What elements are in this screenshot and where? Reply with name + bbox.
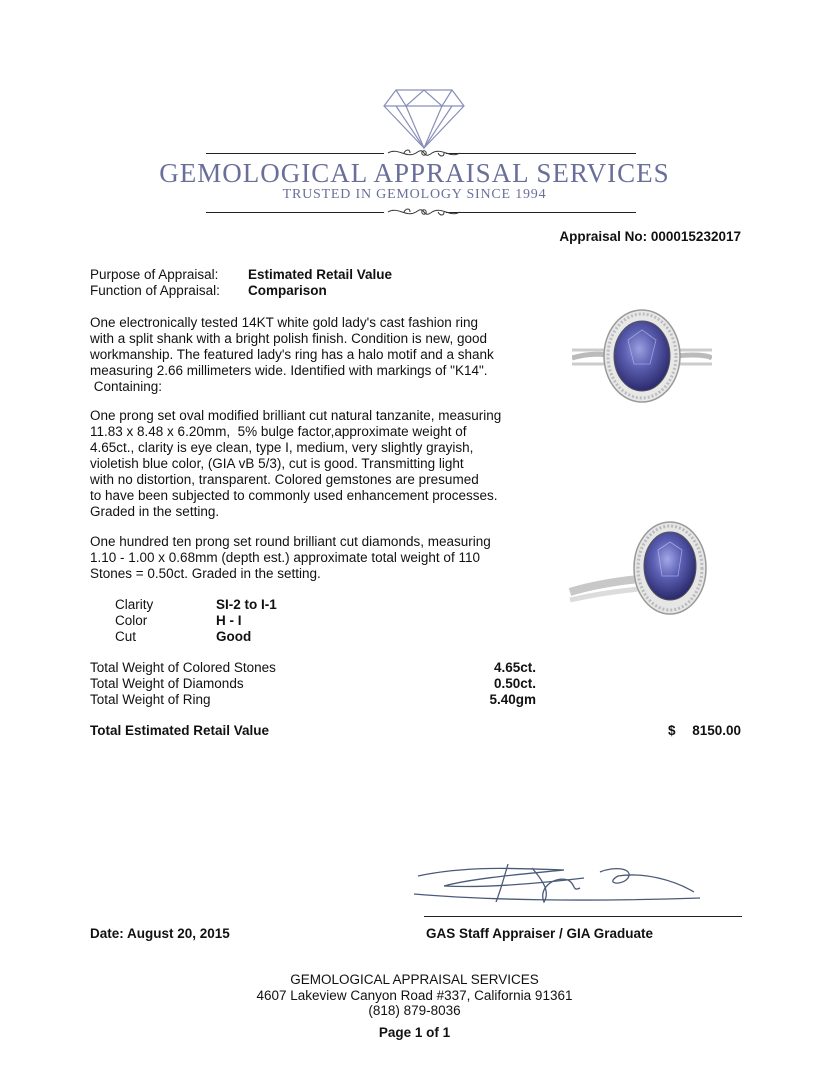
total-ring-weight-value: 5.40gm: [489, 692, 536, 707]
ornament-flourish-icon: [384, 204, 464, 220]
grade-value-clarity: SI-2 to I-1: [216, 597, 277, 612]
total-diamonds-value: 0.50ct.: [493, 676, 536, 691]
page-number: Page 1 of 1: [378, 1024, 451, 1040]
ring-side-view-image: [566, 514, 714, 632]
total-ring-weight-label: Total Weight of Ring: [90, 692, 211, 707]
tanzanite-line: 4.65ct., clarity is eye clean, type I, medium, very slightly grayish,: [90, 440, 474, 455]
tanzanite-line: with no distortion, transparent. Colored gemstones are presumed: [90, 472, 479, 487]
tanzanite-line: One prong set oval modified brilliant cut natural tanzanite, measuring: [90, 408, 502, 423]
footer-phone: (818) 879-8036: [368, 1003, 461, 1018]
ring-description: [90, 315, 520, 395]
function-value: Comparison: [248, 283, 327, 298]
header-rule-top-left: [206, 153, 384, 154]
tanzanite-line: 11.83 x 8.48 x 6.20mm, 5% bulge factor,approximate weight of: [90, 424, 467, 439]
diamonds-line: One hundred ten prong set round brilliant cut diamonds, measuring: [90, 534, 491, 549]
grade-label-color: Color: [115, 613, 148, 628]
header-rule-bottom-left: [206, 212, 384, 213]
diamond-logo-icon: [382, 88, 466, 150]
tanzanite-line: to have been subjected to commonly used enhancement processes.: [90, 488, 498, 503]
description-line: workmanship. The featured lady's ring has a halo motif and a shank: [90, 347, 494, 362]
appraisal-number: Appraisal No: 000015232017: [559, 229, 741, 244]
appraiser-title: GAS Staff Appraiser / GIA Graduate: [426, 926, 654, 941]
tanzanite-line: Graded in the setting.: [90, 504, 220, 519]
total-colored-stones-value: 4.65ct.: [493, 660, 536, 675]
retail-amount: 8150.00: [692, 723, 741, 738]
retail-currency: $: [668, 723, 676, 738]
header-rule-bottom-right: [446, 212, 636, 213]
retail-value-label: Total Estimated Retail Value: [90, 723, 270, 738]
footer-address: 4607 Lakeview Canyon Road #337, California 91361: [256, 987, 573, 1003]
appraiser-signature: [404, 858, 704, 908]
total-colored-stones-label: Total Weight of Colored Stones: [90, 660, 276, 675]
description-line: measuring 2.66 millimeters wide. Identified with markings of "K14".: [90, 363, 488, 378]
diamonds-line: 1.10 - 1.00 x 0.68mm (depth est.) approximate total weight of 110: [90, 550, 480, 565]
grade-value-cut: Good: [216, 629, 252, 644]
appraisal-date: Date: August 20, 2015: [90, 926, 230, 941]
function-label: Function of Appraisal:: [90, 283, 220, 298]
footer-company: GEMOLOGICAL APPRAISAL SERVICES: [290, 972, 539, 987]
grade-label-cut: Cut: [115, 629, 137, 644]
total-diamonds-label: Total Weight of Diamonds: [90, 676, 244, 691]
tanzanite-description: [90, 408, 520, 520]
header-rule-top-right: [446, 153, 636, 154]
ring-top-view-image: [572, 300, 712, 410]
diamonds-line: Stones = 0.50ct. Graded in the setting.: [90, 566, 321, 581]
grade-value-color: H - I: [216, 613, 242, 628]
signature-line: [424, 916, 742, 917]
tanzanite-line: violetish blue color, (GIA vB 5/3), cut is good. Transmitting light: [90, 456, 464, 471]
description-line: One electronically tested 14KT white gold lady's cast fashion ring: [90, 315, 479, 330]
footer: [0, 972, 829, 1040]
description-line: with a split shank with a bright polish finish. Condition is new, good: [90, 331, 487, 346]
purpose-value: Estimated Retail Value: [248, 267, 393, 282]
purpose-label: Purpose of Appraisal:: [90, 267, 219, 282]
diamonds-description: [90, 534, 520, 582]
company-tagline: TRUSTED IN GEMOLOGY SINCE 1994: [282, 187, 547, 202]
description-line: Containing:: [90, 379, 163, 394]
company-title: GEMOLOGICAL APPRAISAL SERVICES: [159, 158, 670, 188]
grade-label-clarity: Clarity: [115, 597, 154, 612]
